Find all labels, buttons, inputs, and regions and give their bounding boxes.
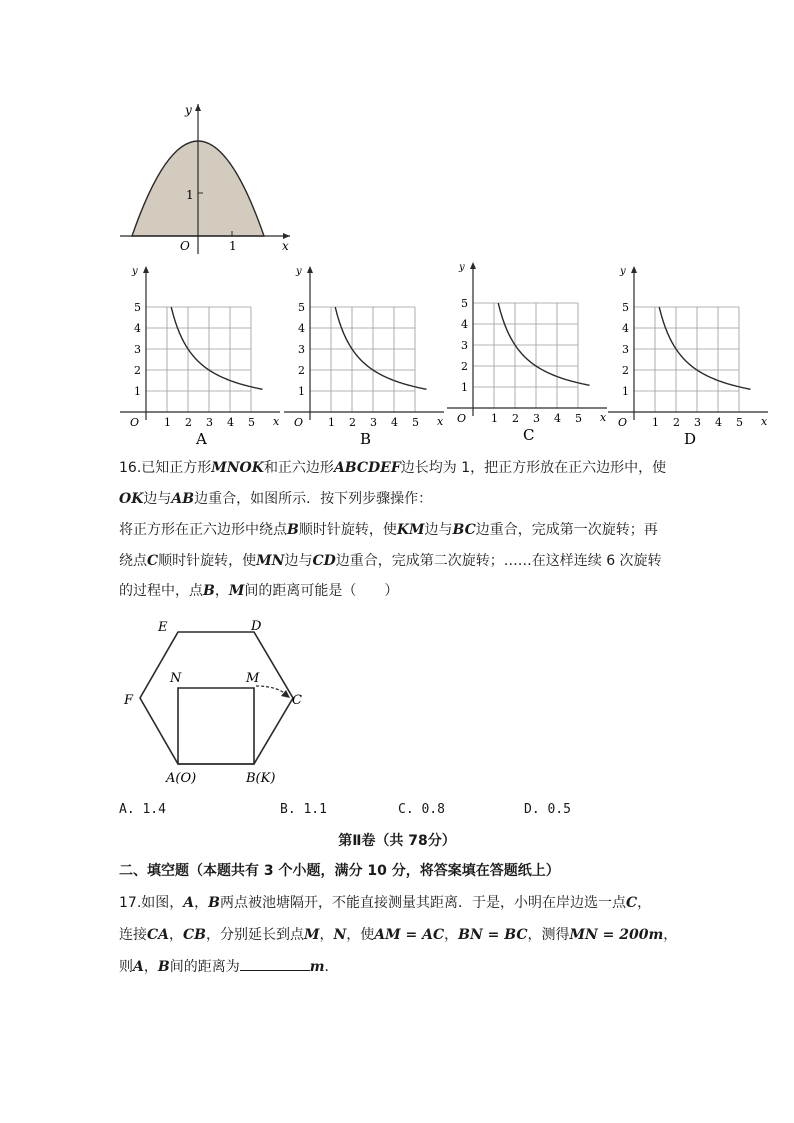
y-axis-arrow — [631, 266, 637, 273]
x-tick-label: 3 — [370, 416, 377, 429]
x-axis-label: x — [437, 415, 444, 428]
option-letter[interactable]: C — [523, 426, 535, 444]
y-tick-label: 1 — [461, 381, 468, 394]
q17-line-2: 连接CA，CB，分别延长到点M，N，使AM = AC，BN = BC，测得MN = 200m， — [119, 927, 678, 943]
curve-series — [335, 307, 426, 389]
x-axis-label: x — [273, 415, 280, 428]
option-graph-d — [606, 262, 776, 452]
curve-series — [171, 307, 262, 389]
y-tick-label: 5 — [298, 301, 305, 314]
y-tick-label: 5 — [461, 297, 468, 310]
y-axis-label: y — [459, 262, 465, 273]
y-tick-label: 1 — [134, 385, 141, 398]
parabola-figure — [118, 98, 298, 256]
y-axis-arrow — [143, 266, 149, 273]
option-letter[interactable]: D — [684, 430, 697, 448]
section-title: 第Ⅱ卷（共 78分） — [338, 833, 456, 849]
y-tick-label: 2 — [298, 364, 305, 377]
origin-label: O — [180, 239, 190, 253]
curve-series — [498, 303, 589, 385]
y-tick-label: 4 — [461, 318, 468, 331]
choice-d[interactable]: D. 0.5 — [524, 802, 571, 817]
origin-label: O — [294, 416, 304, 429]
q16-line-5: 的过程中，点B，M间的距离可能是（ ） — [119, 583, 399, 599]
x-tick-label: 1 — [328, 416, 335, 429]
q16-line-2: OK边与AB边重合，如图所示．按下列步骤操作： — [119, 491, 433, 507]
x-tick-label: 1 — [164, 416, 171, 429]
q17-line-1: 17.如图，A，B两点被池塘隔开，不能直接测量其距离．于是，小明在岸边选一点C， — [119, 895, 652, 911]
curve-series — [659, 307, 750, 389]
x-tick-label: 4 — [715, 416, 722, 429]
label-b-k: B(K) — [246, 771, 276, 786]
q16-line-3: 将正方形在正六边形中绕点B顺时针旋转，使KM边与BC边重合，完成第一次旋转；再 — [119, 522, 658, 538]
q16-line-1: 16.已知正方形MNOK和正六边形ABCDEF边长均为 1，把正方形放在正六边形中，使 — [119, 460, 667, 476]
choice-c[interactable]: C. 0.8 — [398, 802, 445, 817]
y-tick-label: 4 — [134, 322, 141, 335]
x-tick-label: 2 — [185, 416, 192, 429]
x-tick-label: 2 — [673, 416, 680, 429]
x-tick-label: 4 — [554, 412, 561, 425]
x-tick-label: 3 — [694, 416, 701, 429]
x-tick-label: 1 — [652, 416, 659, 429]
x-tick-label: 3 — [206, 416, 213, 429]
y-tick-label: 3 — [461, 339, 468, 352]
y-axis-label: y — [296, 266, 302, 277]
q17-line-3: 则A，B间的距离为 m． — [119, 956, 339, 977]
hexagon-abcdef — [140, 632, 293, 764]
choice-a[interactable]: A. 1.4 — [119, 802, 166, 817]
y-axis-arrow — [470, 262, 476, 269]
option-graph-c — [445, 258, 615, 448]
y-tick-label: 4 — [298, 322, 305, 335]
y-axis-label: y — [620, 266, 626, 277]
option-letter[interactable]: A — [196, 430, 207, 448]
x-tick-label: 5 — [248, 416, 255, 429]
origin-label: O — [618, 416, 628, 429]
x-tick-label: 5 — [575, 412, 582, 425]
y-tick-label: 5 — [622, 301, 629, 314]
section-subtitle: 二、填空题（本题共有 3 个小题，满分 10 分，将答案填在答题纸上） — [119, 863, 560, 879]
y-tick-label: 5 — [134, 301, 141, 314]
y-axis-arrow — [307, 266, 313, 273]
option-letter[interactable]: B — [360, 430, 372, 448]
option-graph-a — [118, 262, 288, 452]
origin-label: O — [457, 412, 467, 425]
y-tick-label: 4 — [622, 322, 629, 335]
square-mnok — [178, 688, 254, 764]
x-tick-label: 4 — [227, 416, 234, 429]
y-tick-label: 3 — [298, 343, 305, 356]
x-tick-label: 4 — [391, 416, 398, 429]
choice-b[interactable]: B. 1.1 — [280, 802, 327, 817]
y-axis-label: y — [185, 103, 192, 117]
x-tick-label: 2 — [512, 412, 519, 425]
y-tick-label: 2 — [134, 364, 141, 377]
q16-line-4: 绕点C顺时针旋转，使MN边与CD边重合，完成第二次旋转；……在这样连续 6 次旋转 — [119, 553, 662, 569]
y-tick-label: 3 — [622, 343, 629, 356]
answer-blank[interactable] — [240, 956, 310, 971]
label-e: E — [158, 620, 168, 635]
y-axis-label: y — [132, 266, 138, 277]
y-tick-label: 3 — [134, 343, 141, 356]
option-graph-b — [282, 262, 452, 452]
label-c: C — [292, 693, 302, 708]
x-tick-label: 1 — [491, 412, 498, 425]
label-m: M — [246, 671, 260, 686]
x-tick-label: 2 — [349, 416, 356, 429]
hexagon-square-figure — [118, 612, 318, 790]
x-axis-label: x — [761, 415, 768, 428]
origin-label: O — [130, 416, 140, 429]
x-tick-label: 5 — [736, 416, 743, 429]
x-one-label: 1 — [229, 239, 237, 253]
label-f: F — [124, 693, 134, 708]
x-axis-label: x — [600, 411, 607, 424]
label-d: D — [251, 619, 262, 634]
x-tick-label: 3 — [533, 412, 540, 425]
x-axis-label: x — [282, 239, 289, 253]
y-tick-label: 2 — [622, 364, 629, 377]
label-n: N — [170, 671, 182, 686]
y-tick-label: 2 — [461, 360, 468, 373]
y-one-label: 1 — [186, 188, 194, 202]
y-tick-label: 1 — [622, 385, 629, 398]
x-tick-label: 5 — [412, 416, 419, 429]
label-a-o: A(O) — [166, 771, 197, 786]
y-tick-label: 1 — [298, 385, 305, 398]
